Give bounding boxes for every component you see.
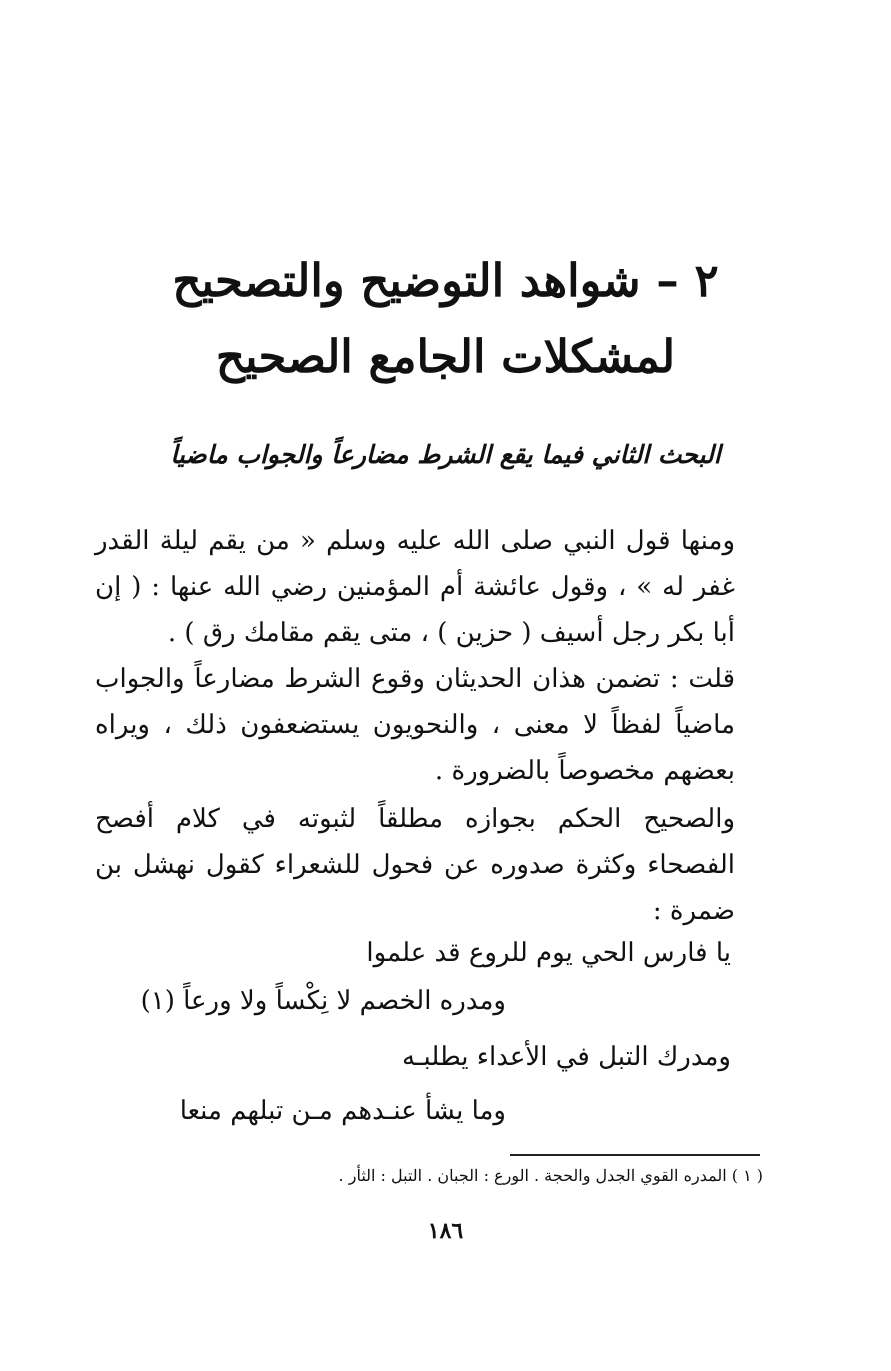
paragraph-3: والصحيح الحكم بجوازه مطلقاً لثبوته في كلام أفصح الفصحاء وكثرة صدوره عن فحول للشعراء كقول نهشل بن ضمرة : [95,804,735,926]
section-heading: البحث الثاني فيما يقع الشرط مضارعاً والجواب ماضياً [170,440,721,469]
chapter-title-line-1: ٢ – شواهد التوضيح والتصحيح [172,254,719,307]
paragraph-2: قلت : تضمن هذان الحديثان وقوع الشرط مضارعاً والجواب ماضياً لفظاً لا معنى ، والنحويون يستضعفون ذلك ، ويراه بعضهم مخصوصاً بالضرورة . [95,664,735,786]
page-number: ١٨٦ [427,1218,464,1244]
paragraph-1: ومنها قول النبي صلى الله عليه وسلم « من يقم ليلة القدر غفر له » ، وقول عائشة أم المؤمنين رضي الله عنها : ( إن أبا بكر رجل أسيف ( حزين ) ، متى يقم مقامك رق ) . [95,526,735,648]
verse-line-3: ومدرك التبل في الأعداء يطلبـه [401,1042,731,1072]
footnote: ( ١ ) المدره القوي الجدل والحجة . الورع : الجبان . التبل : الثأر . [338,1166,763,1185]
verse-line-2: ومدره الخصم لا نِكْساً ولا ورعاً (١) [140,986,506,1016]
verse-line-4: وما يشأ عنـدهم مـن تبلهم منعا [179,1096,506,1126]
verse-line-1: يا فارس الحي يوم للروع قد علموا [366,938,731,968]
footnote-divider [510,1154,760,1156]
chapter-title-line-2: لمشكلات الجامع الصحيح [215,330,676,383]
